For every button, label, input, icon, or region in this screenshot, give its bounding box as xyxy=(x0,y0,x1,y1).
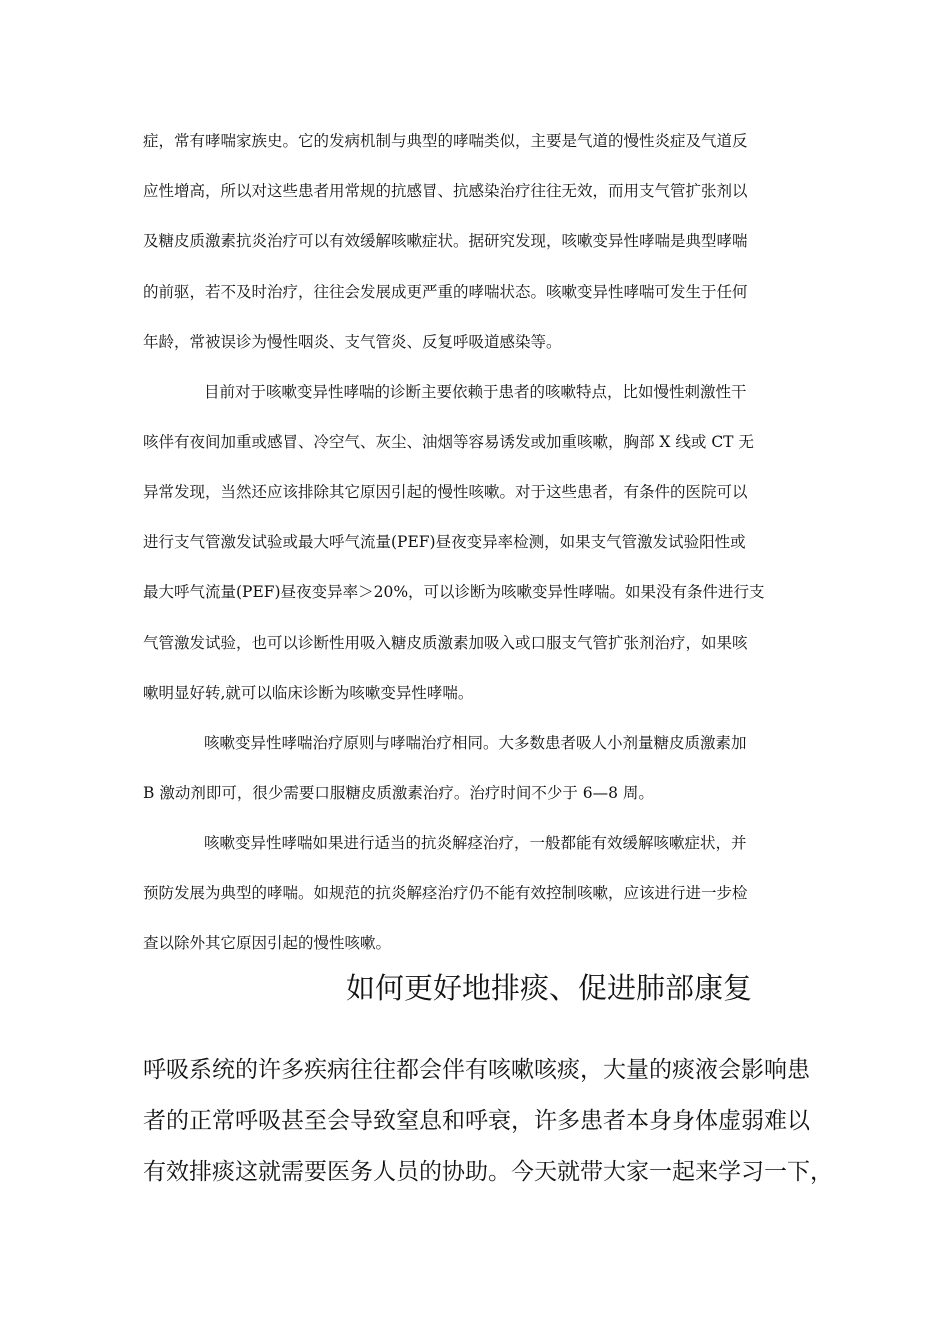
text-line: 预防发展为典型的哮喘。如规范的抗炎解痉治疗仍不能有效控制咳嗽，应该进行进一步检 xyxy=(143,884,748,902)
text-line: B 激动剂即可，很少需要口服糖皮质激素治疗。治疗时间不少于 6—8 周。 xyxy=(143,784,654,802)
text-line: 查以除外其它原因引起的慢性咳嗽。 xyxy=(143,934,392,952)
text-line: 目前对于咳嗽变异性哮喘的诊断主要依赖于患者的咳嗽特点，比如慢性刺激性干 xyxy=(204,383,747,401)
text-line: 年龄，常被误诊为慢性咽炎、支气管炎、反复呼吸道感染等。 xyxy=(143,333,562,351)
text-line: 应性增高，所以对这些患者用常规的抗感冒、抗感染治疗往往无效，而用支气管扩张剂以 xyxy=(143,182,748,200)
text-line: 有效排痰这就需要医务人员的协助。今天就带大家一起来学习一下， xyxy=(143,1159,833,1185)
text-line: 者的正常呼吸甚至会导致窒息和呼衰，许多患者本身身体虚弱难以 xyxy=(143,1108,810,1134)
text-line: 咳嗽变异性哮喘如果进行适当的抗炎解痉治疗，一般都能有效缓解咳嗽症状，并 xyxy=(204,834,747,852)
text-line: 咳嗽变异性哮喘治疗原则与哮喘治疗相同。大多数患者吸人小剂量糖皮质激素加 xyxy=(204,734,747,752)
text-line: 最大呼气流量(PEF)昼夜变异率＞20%，可以诊断为咳嗽变异性哮喘。如果没有条件进行支 xyxy=(143,583,765,601)
text-line: 呼吸系统的许多疾病往往都会伴有咳嗽咳痰，大量的痰液会影响患 xyxy=(143,1057,810,1083)
text-line: 嗽明显好转,就可以临床诊断为咳嗽变异性哮喘。 xyxy=(143,684,474,702)
section-title: 如何更好地排痰、促进肺部康复 xyxy=(346,971,753,1005)
text-line: 咳伴有夜间加重或感冒、冷空气、灰尘、油烟等容易诱发或加重咳嗽，胸部 X 线或 CT 无 xyxy=(143,433,754,451)
text-line: 及糖皮质激素抗炎治疗可以有效缓解咳嗽症状。据研究发现，咳嗽变异性哮喘是典型哮喘 xyxy=(143,232,748,250)
text-line: 的前驱，若不及时治疗，往往会发展成更严重的哮喘状态。咳嗽变异性哮喘可发生于任何 xyxy=(143,283,748,301)
text-line: 进行支气管激发试验或最大呼气流量(PEF)昼夜变异率检测，如果支气管激发试验阳性或 xyxy=(143,533,746,551)
text-line: 症，常有哮喘家族史。它的发病机制与典型的哮喘类似，主要是气道的慢性炎症及气道反 xyxy=(143,132,748,150)
text-line: 异常发现，当然还应该排除其它原因引起的慢性咳嗽。对于这些患者，有条件的医院可以 xyxy=(143,483,748,501)
text-line: 气管激发试验，也可以诊断性用吸入糖皮质激素加吸入或口服支气管扩张剂治疗，如果咳 xyxy=(143,634,748,652)
